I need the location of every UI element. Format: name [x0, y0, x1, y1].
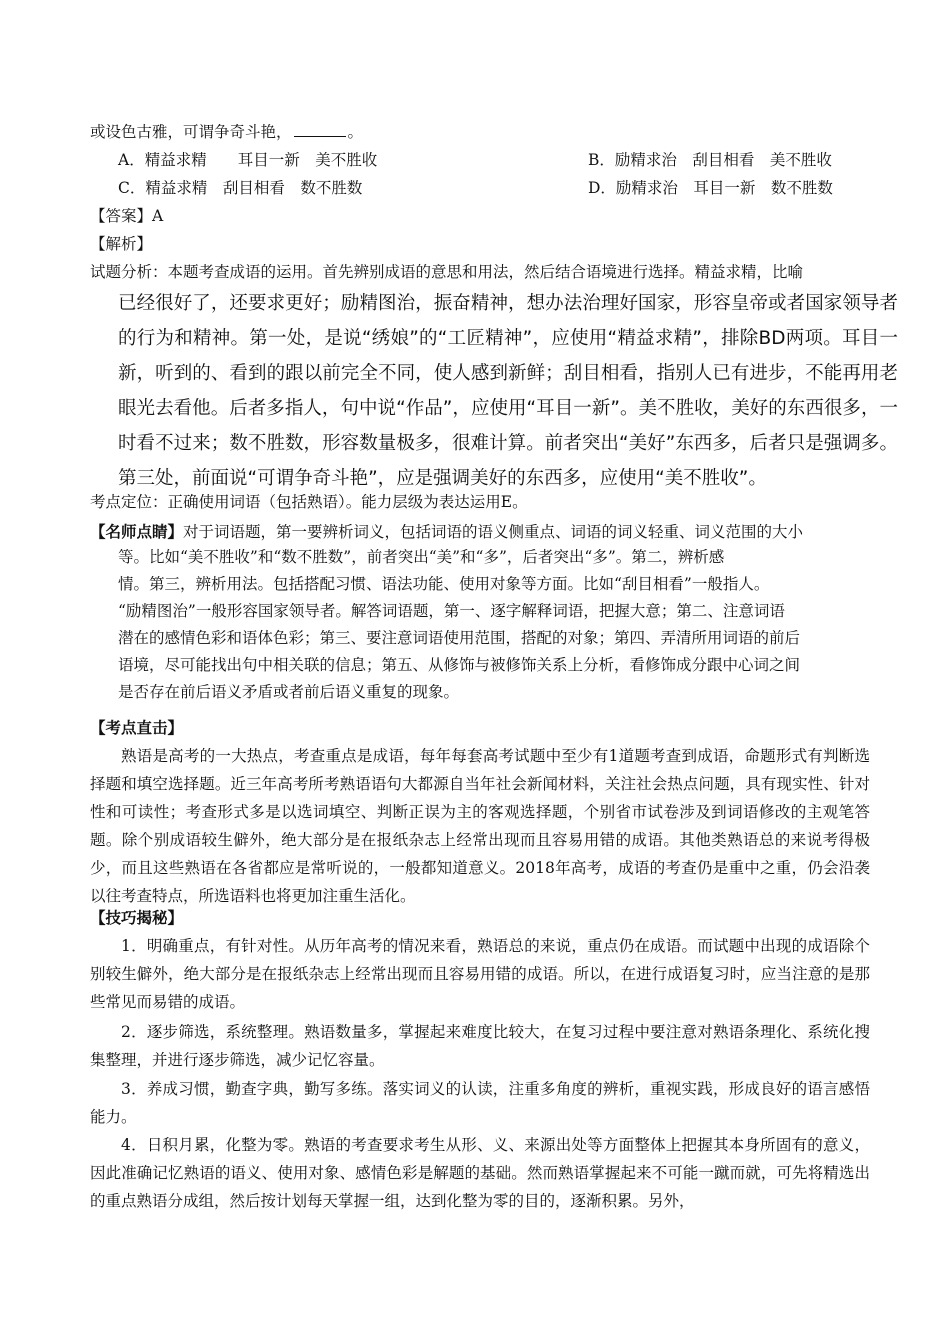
kaodian-zhiji-text: 熟语是高考的一大热点，考查重点是成语，每年每套高考试题中至少有1道题考查到成语，命题形式有判断选择题和填空选择题。近三年高考所考熟语语句大都源自当年社会新闻材料，关注社会热点问题，具有现实性、针对性和可读性；考查形式多是以选词填空、判断正误为主的客观选择题，个别省市试卷涉及到词语修改的主观笔答题。除个别成语较生僻外，绝大部分是在报纸杂志上经常出现而且容易用错的成语。其他类熟语总的来说考得极少，而且这些熟语在各省都应是常听说的，一般都知道意义。2018年高考，成语的考查仍是重中之重，仍会沿袭以往考查特点，所选语料也将更加注重生活化。 [90, 747, 870, 905]
mingshi-body [118, 544, 878, 706]
option-c: C．精益求精 刮目相看 数不胜数 [118, 179, 363, 197]
question-stem [90, 120, 363, 144]
mingshi-line: 潜在的感情色彩和语体色彩；第三、要注意词语使用范围，搭配的对象；第四、弄清所用词语的前后 [118, 629, 801, 647]
kaodian-zhiji-heading: 【考点直击】 [90, 718, 184, 737]
answer-blank [294, 120, 346, 137]
stem-end: 。 [347, 123, 364, 141]
option-d: D．励精求治 耳目一新 数不胜数 [588, 179, 833, 197]
mingshi-line: “励精图治”一般形容国家领导者。解答词语题，第一、逐字解释词语，把握大意；第二、注意词语 [118, 602, 785, 620]
jiqiao-item-2: 2．逐步筛选，系统整理。熟语数量多，掌握起来难度比较大，在复习过程中要注意对熟语条理化、系统化搜集整理，并进行逐步筛选，减少记忆容量。 [90, 1023, 870, 1069]
jiqiao-item-3: 3．养成习惯，勤查字典，勤写多练。落实词义的认读，注重多角度的辨析，重视实践，形成良好的语言感悟能力。 [90, 1080, 870, 1126]
mingshi-first-text: 对于词语题，第一要辨析词义，包括词语的语义侧重点、词语的词义轻重、词义范围的大小 [183, 523, 804, 541]
mingshi-first-line [90, 520, 803, 544]
mingshi-line: 语境，尽可能找出句中相关联的信息；第五、从修饰与被修饰关系上分析，看修饰成分跟中心词之间 [118, 656, 801, 674]
kaodian-line: 考点定位：正确使用词语（包括熟语）。能力层级为表达运用E。 [90, 493, 528, 511]
analysis-first-line: 试题分析：本题考查成语的运用。首先辨别成语的意思和用法，然后结合语境进行选择。精益求精，比喻 [90, 263, 804, 281]
analysis-body: 已经很好了，还要求更好；励精图治，振奋精神，想办法治理好国家，形容皇帝或者国家领导者的行为和精神。第一处，是说“绣娘”的“工匠精神”，应使用“精益求精”，排除BD两项。耳目一新，听到的、看到的跟以前完全不同，使人感到新鲜；刮目相看，指别人已有进步，不能再用老眼光去看他。后者多指人，句中说“作品”，应使用“耳目一新”。美不胜收，美好的东西很多，一时看不过来；数不胜数，形容数量极多，很难计算。前者突出“美好”东西多，后者只是强调多。第三处，前面说“可谓争奇斗艳”，应是强调美好的东西多，应使用“美不胜收”。 [118, 293, 898, 489]
analysis-heading: 【解析】 [90, 235, 153, 253]
jiqiao-heading: 【技巧揭秘】 [90, 908, 184, 927]
mingshi-heading: 【名师点睛】 [90, 522, 184, 541]
option-b: B．励精求治 刮目相看 美不胜收 [588, 151, 832, 169]
mingshi-line: 情。第三，辨析用法。包括搭配习惯、语法功能、使用对象等方面。比如“刮目相看”一般指人。 [118, 575, 770, 593]
jiqiao-item-4: 4．日积月累，化整为零。熟语的考查要求考生从形、义、来源出处等方面整体上把握其本身所固有的意义，因此准确记忆熟语的语义、使用对象、感情色彩是解题的基础。然而熟语掌握起来不可能一蹴而就，可先将精选出的重点熟语分成组，然后按计划每天掌握一组，达到化整为零的目的，逐渐积累。另外， [90, 1136, 870, 1210]
option-a: A．精益求精 耳目一新 美不胜收 [118, 151, 378, 169]
mingshi-line: 是否存在前后语义矛盾或者前后语义重复的现象。 [118, 683, 460, 701]
stem-text: 或设色古雅，可谓争奇斗艳， [90, 123, 292, 141]
answer-line: 【答案】A [90, 207, 164, 225]
jiqiao-item-1: 1．明确重点，有针对性。从历年高考的情况来看，熟语总的来说，重点仍在成语。而试题中出现的成语除个别较生僻外，绝大部分是在报纸杂志上经常出现而且容易用错的成语。所以，在进行成语复习时，应当注意的是那些常见而易错的成语。 [90, 937, 870, 1011]
mingshi-line: 等。比如“美不胜收”和“数不胜数”，前者突出“美”和“多”，后者突出“多”。第二，辨析感 [118, 548, 725, 566]
